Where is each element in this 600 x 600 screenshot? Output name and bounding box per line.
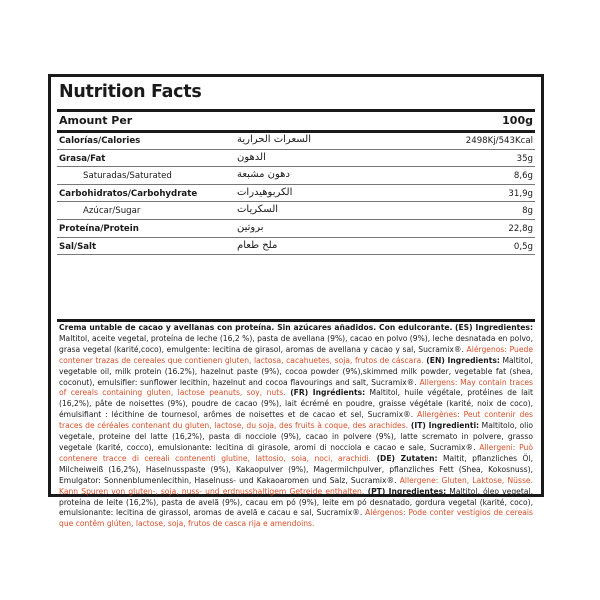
divider [57, 319, 535, 322]
ingredients-text-pt: Maltitol, óleo vegetal, proteína de leite (16,2%), pasta de avelã (9%), cacau em pó (9%), leite em pó desnatado, gordura vegetal (karité, coco), emulsionante: lecitina de girassol, aromas de avelã e cacau e sal, Sucramix®. [59, 486, 533, 518]
row-sugar [57, 202, 535, 220]
row-arabic: السكريات [237, 204, 279, 216]
row-name: Saturadas/Saturated [83, 171, 172, 182]
row-arabic: الدهون [237, 151, 266, 163]
amount-value: 100g [502, 114, 533, 127]
ingredients-block [59, 323, 533, 530]
amount-label: Amount Per [59, 114, 133, 127]
ingredients-label-it: (IT) Ingredienti: [408, 421, 480, 431]
ingredients-label-pt: (PT) Ingredientes: [364, 486, 447, 496]
row-value: 0,5g [513, 241, 533, 252]
allergens-es: Alérgenos: Puede contener trazas de cereales que contienen gluten, lactosa, cacahuetes, soja, frutos de cáscara. [59, 344, 533, 365]
row-protein [57, 220, 535, 238]
allergens-en: Allergens: May contain traces of cereals containing gluten, lactose peanuts, soy, nuts. [59, 377, 533, 398]
allergens-it: Allergeni: Può contenere tracce di cereali contenenti glutine, lattosio, soia, noci, arachidi. [59, 442, 533, 463]
nutrition-title: Nutrition Facts [59, 82, 202, 102]
allergens-fr: Allergènes: Peut contenir des traces de céréales contenant du gluten, lactose, du soja, des fruits à coque, des arachides. [59, 410, 533, 431]
row-value: 31,9g [508, 188, 533, 199]
ingredients-text-de: Maltit, pflanzliches Öl, Milcheiweiß (16,2%), Haselnusspaste (9%), Kakaopulver (9%), Magermilchpulver, pflanzliches Fett (Shea, Kokosnuss), Emulgator: Sonnenblumenlecithin, Haselnuss- und Kakaoaromen und Salz, Sucramix®. [59, 453, 533, 485]
row-fat [57, 150, 535, 168]
row-saturated [57, 167, 535, 185]
row-name: Calorías/Calories [59, 136, 141, 146]
row-value: 8,6g [513, 171, 533, 182]
row-arabic: دهون مشبعة [237, 169, 290, 181]
ingredients-text-fr: Maltitol, huile végétale, protéines de lait (16,2%), pâte de noisettes (9%), poudre de cacao (9%), lait écrémé en poudre, graisse végétale (karité, noix de coco), émulsifiant : lécithine de tournesol, arômes de noisettes et de cacao et sel, Sucramix®. [59, 388, 533, 420]
row-name: Sal/Salt [59, 241, 97, 252]
ingredients-label-de: (DE) Zutaten: [370, 453, 438, 463]
row-value: 2498Kj/543Kcal [465, 136, 533, 146]
row-calories [57, 132, 535, 150]
row-name: Azúcar/Sugar [83, 206, 141, 217]
row-name: Grasa/Fat [59, 153, 106, 164]
ingredients-heading: Crema untable de cacao y avellanas con proteína. Sin azúcares añadidos. Con edulcorante. [59, 323, 453, 332]
amount-row [57, 112, 535, 129]
ingredients-text-es: Maltitol, aceite vegetal, proteína de leche (16,2 %), pasta de avellana (9%), cacao en polvo (9%), leche desnatada en polvo, grasa vegetal (karité,coco), emulgente: lecitina de girasol, aromas de avellana y cacao y sal, Sucramix®. [59, 333, 533, 354]
nutrition-table [57, 132, 535, 255]
row-value: 22,8g [508, 223, 533, 234]
row-value: 8g [522, 206, 533, 217]
ingredients-label-fr: (FR) Ingrédients: [285, 388, 366, 398]
row-arabic: ملح طعام [237, 239, 278, 251]
ingredients-label-es: (ES) Ingredientes: [455, 323, 533, 332]
row-name: Carbohidratos/Carbohydrate [59, 188, 198, 199]
allergens-de: Allergene: Gluten, Laktose, Nüsse. Kann Spuren von gluten-, soja, nuss- und erdnusshaltigem Getreide enthalten. [59, 475, 533, 496]
row-arabic: الكربوهيدرات [237, 186, 293, 198]
row-arabic: السعرات الحرارية [237, 134, 312, 145]
ingredients-text-en: Maltitol, vegetable oil, milk protein (16.2%), hazelnut paste (9%), cocoa powder (9%),skimmed milk powder, vegetable fat (shea, coconut), emulsifier: sunflower lecithin, hazelnut and cocoa flavourings and salt, Sucramix®. [59, 355, 533, 387]
ingredients-label-en: (EN) Ingredients: [423, 355, 500, 365]
row-salt [57, 238, 535, 256]
allergens-pt: Alérgenos: Pode conter vestígios de cereais que contêm glúten, lactose, soja, frutos de casca rija e amendoins. [59, 508, 533, 529]
row-value: 35g [516, 153, 533, 164]
row-name: Proteína/Protein [59, 223, 139, 234]
ingredients-text-it: Maltitolo, olio vegetale, proteine del latte (16,2%), pasta di nocciole (9%), cacao in polvere (9%), latte scremato in polvere, grasso vegetale (karité, cocco), emulsionante: lecitina di girasole, aromi di nocciola e cacao e sale, Sucramix®. [59, 421, 533, 452]
nutrition-label [48, 74, 544, 529]
row-arabic: بروتين [237, 221, 264, 233]
row-carbohydrate [57, 185, 535, 203]
